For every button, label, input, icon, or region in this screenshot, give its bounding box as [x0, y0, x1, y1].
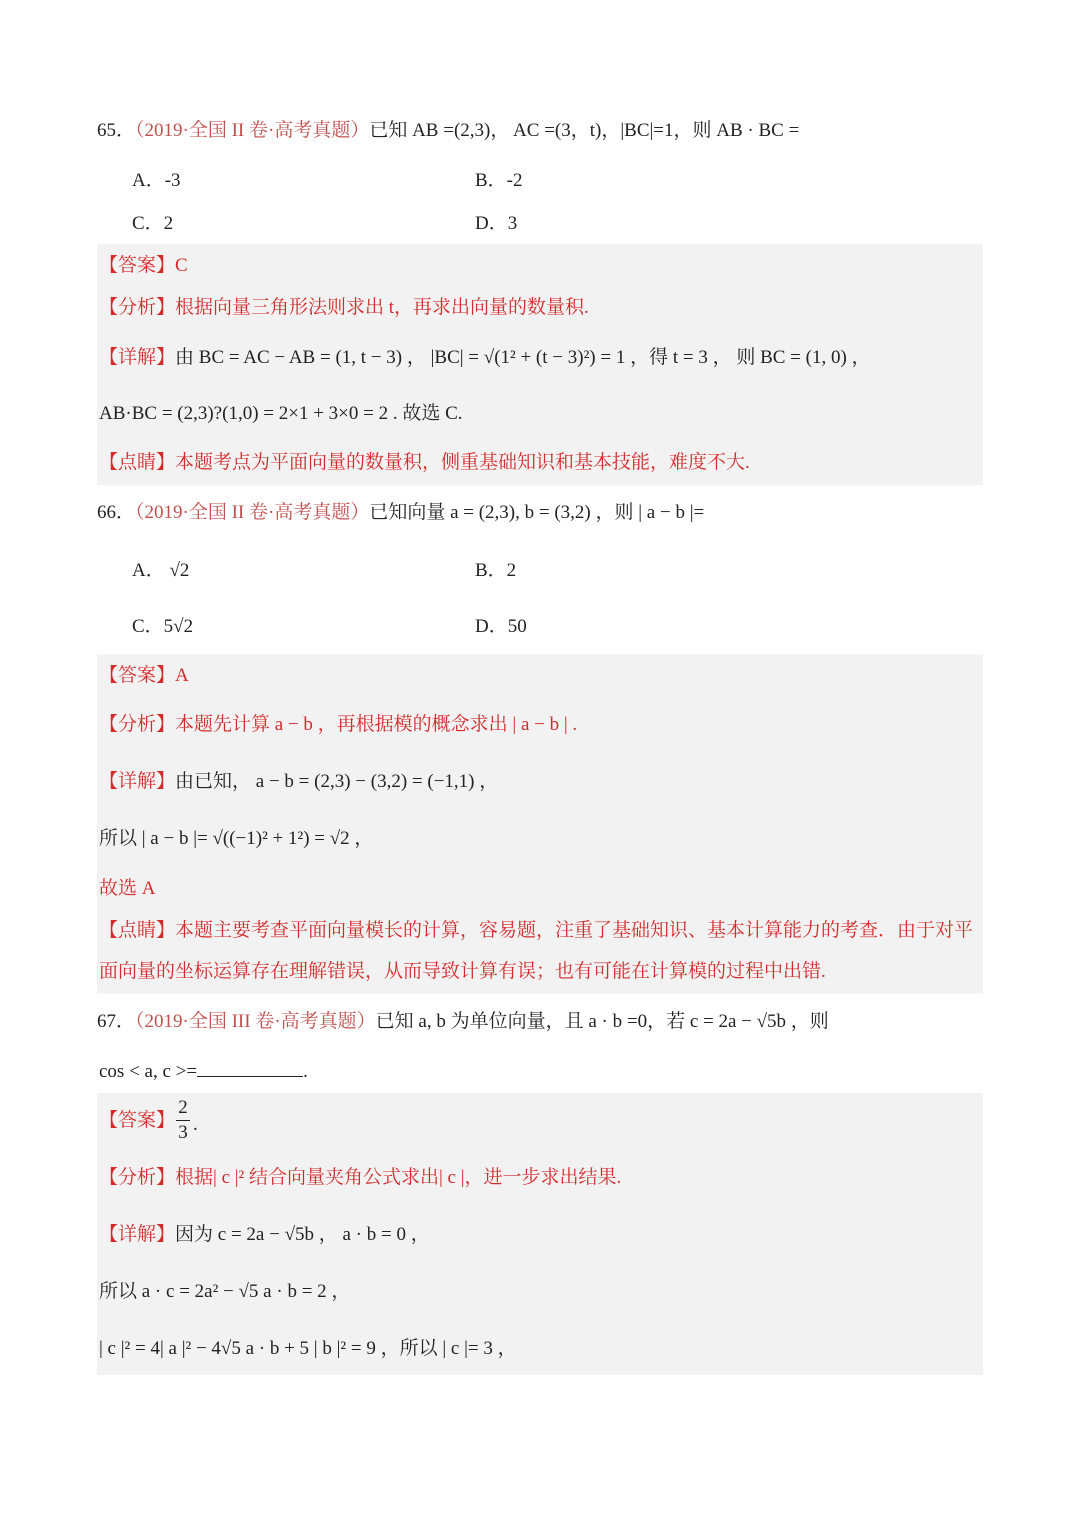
q67-stem-2: cos < a, c >= . — [99, 1058, 308, 1085]
answer-tag: 【答案】 — [99, 255, 176, 276]
comment-tag: 【点睛】 — [99, 452, 176, 473]
q65-answer — [99, 253, 188, 279]
q65-comment — [99, 450, 750, 476]
detail-text: 由已知， a − b = (2,3) − (3,2) = (−1,1) ， — [175, 771, 499, 792]
q67-detail-3: | c |² = 4| a |² − 4√5 a · b + 5 | b |² = 9 ，所以 | c |= 3 ， — [99, 1338, 517, 1359]
q66-detail-2: 所以 | a − b |= √((−1)² + 1²) = √2 ， — [99, 828, 374, 849]
q65-stem — [97, 118, 799, 144]
fraction-numerator: 2 — [178, 1097, 188, 1118]
q66-option-c: C．5√2 — [132, 616, 194, 637]
fraction-denominator: 3 — [178, 1122, 188, 1143]
analysis-tag: 【分析】 — [99, 1167, 176, 1188]
q65-detail-1 — [99, 345, 871, 371]
detail-tag: 【详解】 — [99, 771, 176, 792]
q67-analysis — [99, 1165, 621, 1191]
question-text: 已知向量 a = (2,3), b = (3,2) ，则 | a − b |= — [369, 502, 705, 523]
answer-tag: 【答案】 — [99, 1110, 176, 1131]
q67-detail-1 — [99, 1222, 430, 1248]
detail-text: 因为 c = 2a − √5b ， a · b = 0 ， — [175, 1224, 430, 1245]
question-source: （2019·全国 III 卷·高考真题） — [135, 1011, 376, 1032]
analysis-tag: 【分析】 — [99, 297, 176, 318]
answer-blank — [197, 1058, 303, 1077]
question-text: 已知 AB =(2,3)， AC =(3，t)，|BC|=1，则 AB · BC = — [369, 120, 800, 141]
question-text: cos < a, c >= — [99, 1061, 198, 1082]
q66-option-b: B．2 — [475, 560, 517, 581]
analysis-text: 根据向量三角形法则求出 t，再求出向量的数量积. — [175, 297, 589, 318]
q66-detail-1 — [99, 769, 498, 795]
question-number: 65． — [97, 120, 136, 141]
q65-option-b: B．-2 — [475, 170, 523, 191]
comment-text: 本题考点为平面向量的数量积，侧重基础知识和基本技能，难度不大. — [175, 452, 750, 473]
analysis-text: 本题先计算 a − b ，再根据模的概念求出 | a − b | . — [175, 714, 578, 735]
question-number: 66． — [97, 502, 136, 523]
q66-comment-2: 面向量的坐标运算存在理解错误，从而导致计算有误；也有可能在计算模的过程中出错. — [99, 961, 826, 982]
q65-detail-2: AB·BC = (2,3)?(1,0) = 2×1 + 3×0 = 2 . 故选 C. — [99, 403, 463, 424]
q67-answer — [99, 1108, 175, 1134]
q66-stem — [97, 500, 704, 526]
question-text: 已知 a, b 为单位向量，且 a · b =0，若 c = 2a − √5b ，则 — [375, 1011, 829, 1032]
q66-option-d: D．50 — [475, 616, 527, 637]
comment-text: 本题主要考查平面向量模长的计算，容易题，注重了基础知识、基本计算能力的考查．由于对平 — [175, 920, 974, 941]
q66-answer — [99, 663, 189, 689]
detail-tag: 【详解】 — [99, 347, 176, 368]
detail-tag: 【详解】 — [99, 1224, 176, 1245]
analysis-tag: 【分析】 — [99, 714, 176, 735]
q66-comment-1 — [99, 918, 973, 944]
q67-stem — [97, 1009, 829, 1035]
question-source: （2019·全国 II 卷·高考真题） — [135, 502, 370, 523]
q67-answer-fraction — [173, 1097, 193, 1144]
q65-option-d: D．3 — [475, 213, 518, 234]
q66-option-a: A． √2 — [132, 560, 190, 581]
q67-detail-2: 所以 a · c = 2a² − √5 a · b = 2 ， — [99, 1281, 351, 1302]
answer-tag: 【答案】 — [99, 665, 176, 686]
comment-tag: 【点睛】 — [99, 920, 176, 941]
detail-text: 由 BC = AC − AB = (1, t − 3) ， |BC| = √(1² + (t − 3)²) = 1 ，得 t = 3 ， 则 BC = (1, 0) ， — [175, 347, 871, 368]
analysis-text: 根据| c |² 结合向量夹角公式求出| c |，进一步求出结果. — [175, 1167, 622, 1188]
question-source: （2019·全国 II 卷·高考真题） — [135, 120, 370, 141]
q67-answer-dot: . — [193, 1114, 198, 1135]
q66-detail-3: 故选 A — [99, 878, 156, 899]
q65-option-c: C．2 — [132, 213, 174, 234]
answer-value: A — [175, 665, 189, 686]
q65-analysis — [99, 295, 589, 321]
question-number: 67． — [97, 1011, 136, 1032]
q66-analysis — [99, 712, 577, 738]
answer-value: C — [175, 255, 188, 276]
q65-option-a: A．-3 — [132, 170, 181, 191]
fraction-bar — [176, 1120, 190, 1121]
